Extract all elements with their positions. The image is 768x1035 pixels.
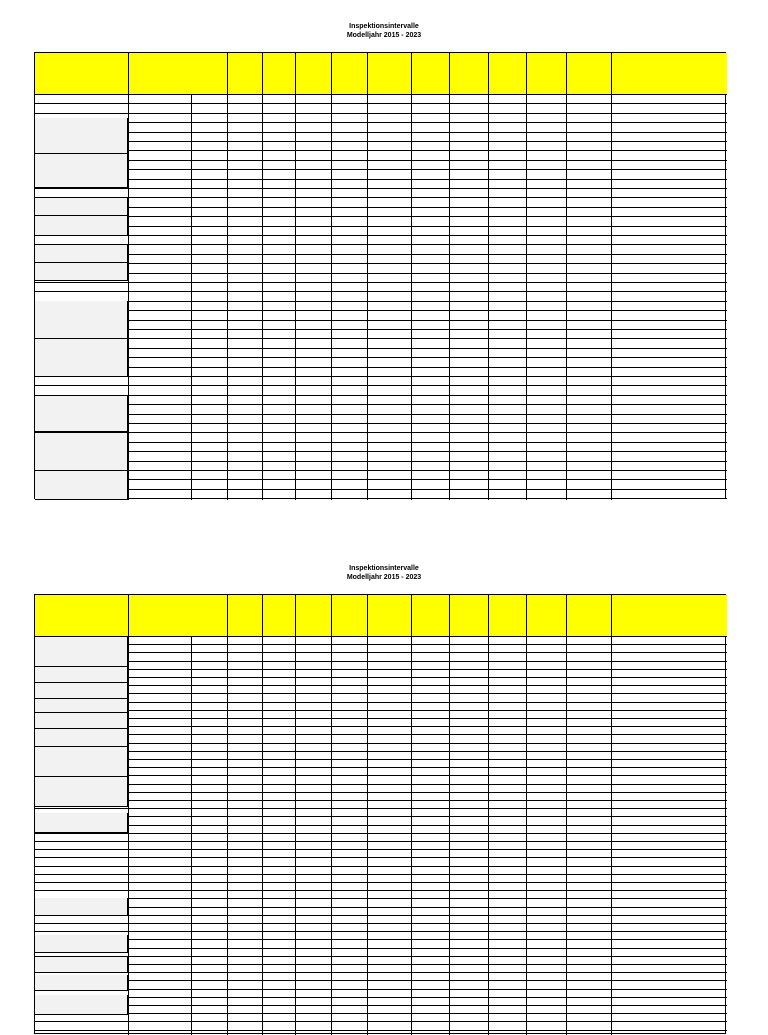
table-row xyxy=(35,793,727,801)
column-divider xyxy=(566,595,567,1035)
row-group-cell xyxy=(35,713,128,729)
table-row xyxy=(35,114,727,123)
table-row xyxy=(35,123,727,132)
row-group-cell xyxy=(35,198,128,216)
table-row xyxy=(35,924,727,932)
table-row xyxy=(35,208,727,217)
table-row xyxy=(35,170,727,179)
table-row xyxy=(35,302,727,311)
table-row xyxy=(35,826,727,834)
table-row xyxy=(35,227,727,236)
table-row xyxy=(35,711,727,719)
row-group-cell xyxy=(35,747,128,777)
table-row xyxy=(35,850,727,858)
table-row xyxy=(35,133,727,142)
row-group-cell xyxy=(35,975,128,991)
inspection-table xyxy=(34,594,726,1034)
column-divider xyxy=(262,595,263,1035)
row-group-cell xyxy=(35,245,128,263)
table-row xyxy=(35,180,727,189)
table-row xyxy=(35,311,727,320)
table-row xyxy=(35,670,727,678)
table-row xyxy=(35,471,727,480)
column-divider xyxy=(411,53,412,500)
row-group-cell xyxy=(35,118,128,154)
column-divider xyxy=(262,53,263,500)
table-row xyxy=(35,686,727,694)
column-divider xyxy=(526,595,527,1035)
column-divider xyxy=(449,595,450,1035)
row-group-cell xyxy=(35,667,128,683)
table-row xyxy=(35,752,727,760)
table-row xyxy=(35,217,727,226)
table-row xyxy=(35,965,727,973)
table-row xyxy=(35,842,727,850)
row-group-cell xyxy=(35,898,128,916)
row-group-cell xyxy=(35,683,128,699)
table-row xyxy=(35,95,727,104)
table-row xyxy=(35,883,727,891)
table-row xyxy=(35,662,727,670)
row-group-cell xyxy=(35,396,128,432)
column-divider xyxy=(295,595,296,1035)
column-divider xyxy=(128,595,129,1035)
header-row xyxy=(35,53,727,95)
table-row xyxy=(35,645,727,653)
row-group-cell xyxy=(35,339,128,377)
column-divider xyxy=(331,595,332,1035)
table-row xyxy=(35,405,727,414)
table-row xyxy=(35,891,727,899)
table-row xyxy=(35,940,727,948)
table-row xyxy=(35,981,727,989)
table-row xyxy=(35,867,727,875)
column-divider xyxy=(128,53,129,500)
table-row xyxy=(35,1006,727,1014)
table-row xyxy=(35,452,727,461)
row-group-cell xyxy=(35,433,128,471)
table-row xyxy=(35,283,727,292)
row-group-cell xyxy=(35,935,128,953)
table-row xyxy=(35,396,727,405)
table-row xyxy=(35,377,727,386)
table-row xyxy=(35,809,727,817)
table-row xyxy=(35,358,727,367)
table-row xyxy=(35,161,727,170)
column-divider xyxy=(526,53,527,500)
table-row xyxy=(35,678,727,686)
table-row xyxy=(35,801,727,809)
table-row xyxy=(35,908,727,916)
table-row xyxy=(35,694,727,702)
table-row xyxy=(35,433,727,442)
table-row xyxy=(35,957,727,965)
table-row xyxy=(35,368,727,377)
table-row xyxy=(35,480,727,489)
table-row xyxy=(35,462,727,471)
row-group-cell xyxy=(35,263,128,281)
table-row xyxy=(35,932,727,940)
header-row xyxy=(35,595,727,637)
table-row xyxy=(35,104,727,113)
table-row xyxy=(35,415,727,424)
table-row xyxy=(35,443,727,452)
table-row xyxy=(35,349,727,358)
table-row xyxy=(35,386,727,395)
column-divider xyxy=(488,53,489,500)
table-row xyxy=(35,949,727,957)
table-row xyxy=(35,653,727,661)
page-subtitle: Modelljahr 2015 - 2023 xyxy=(346,574,422,581)
table-row xyxy=(35,637,727,645)
column-divider xyxy=(367,53,368,500)
table-row xyxy=(35,264,727,273)
row-group-cell xyxy=(35,777,128,807)
column-divider xyxy=(331,53,332,500)
table-row xyxy=(35,785,727,793)
row-group-cell xyxy=(35,471,128,500)
row-group-cell xyxy=(35,301,128,339)
column-divider xyxy=(411,595,412,1035)
table-row xyxy=(35,703,727,711)
table-row xyxy=(35,321,727,330)
table-row xyxy=(35,330,727,339)
page-subtitle: Modelljahr 2015 - 2023 xyxy=(346,32,422,39)
table-row xyxy=(35,990,727,998)
table-row xyxy=(35,899,727,907)
table-row xyxy=(35,735,727,743)
table-row xyxy=(35,768,727,776)
table-row xyxy=(35,834,727,842)
row-group-cell xyxy=(35,813,128,833)
column-divider xyxy=(449,53,450,500)
table-row xyxy=(35,817,727,825)
column-divider xyxy=(191,95,192,500)
table-row xyxy=(35,727,727,735)
table-row xyxy=(35,198,727,207)
column-divider xyxy=(227,53,228,500)
table-row xyxy=(35,744,727,752)
row-group-cell xyxy=(35,699,128,713)
table-row xyxy=(35,274,727,283)
column-divider xyxy=(611,53,612,500)
table-row xyxy=(35,189,727,198)
table-row xyxy=(35,236,727,245)
table-row xyxy=(35,339,727,348)
row-group-cell xyxy=(35,154,128,188)
table-row xyxy=(35,776,727,784)
table-row xyxy=(35,875,727,883)
table-row xyxy=(35,916,727,924)
table-row xyxy=(35,719,727,727)
table-row xyxy=(35,490,727,499)
row-group-cell xyxy=(35,995,128,1015)
row-group-cell xyxy=(35,216,128,236)
page-title: Inspektionsintervalle xyxy=(349,565,419,572)
table-row xyxy=(35,760,727,768)
row-group-cell xyxy=(35,957,128,973)
table-row xyxy=(35,142,727,151)
column-divider xyxy=(295,53,296,500)
table-row xyxy=(35,973,727,981)
table-row xyxy=(35,1014,727,1022)
table-row xyxy=(35,424,727,433)
inspection-table xyxy=(34,52,726,499)
table-row xyxy=(35,858,727,866)
column-divider xyxy=(191,637,192,1035)
column-divider xyxy=(488,595,489,1035)
column-divider xyxy=(367,595,368,1035)
table-row xyxy=(35,292,727,301)
table-row xyxy=(35,151,727,160)
column-divider xyxy=(227,595,228,1035)
table-row xyxy=(35,255,727,264)
row-group-cell xyxy=(35,637,128,667)
row-group-cell xyxy=(35,729,128,747)
table-row xyxy=(35,245,727,254)
column-divider xyxy=(566,53,567,500)
column-divider xyxy=(611,595,612,1035)
table-row xyxy=(35,998,727,1006)
page-title: Inspektionsintervalle xyxy=(349,23,419,30)
